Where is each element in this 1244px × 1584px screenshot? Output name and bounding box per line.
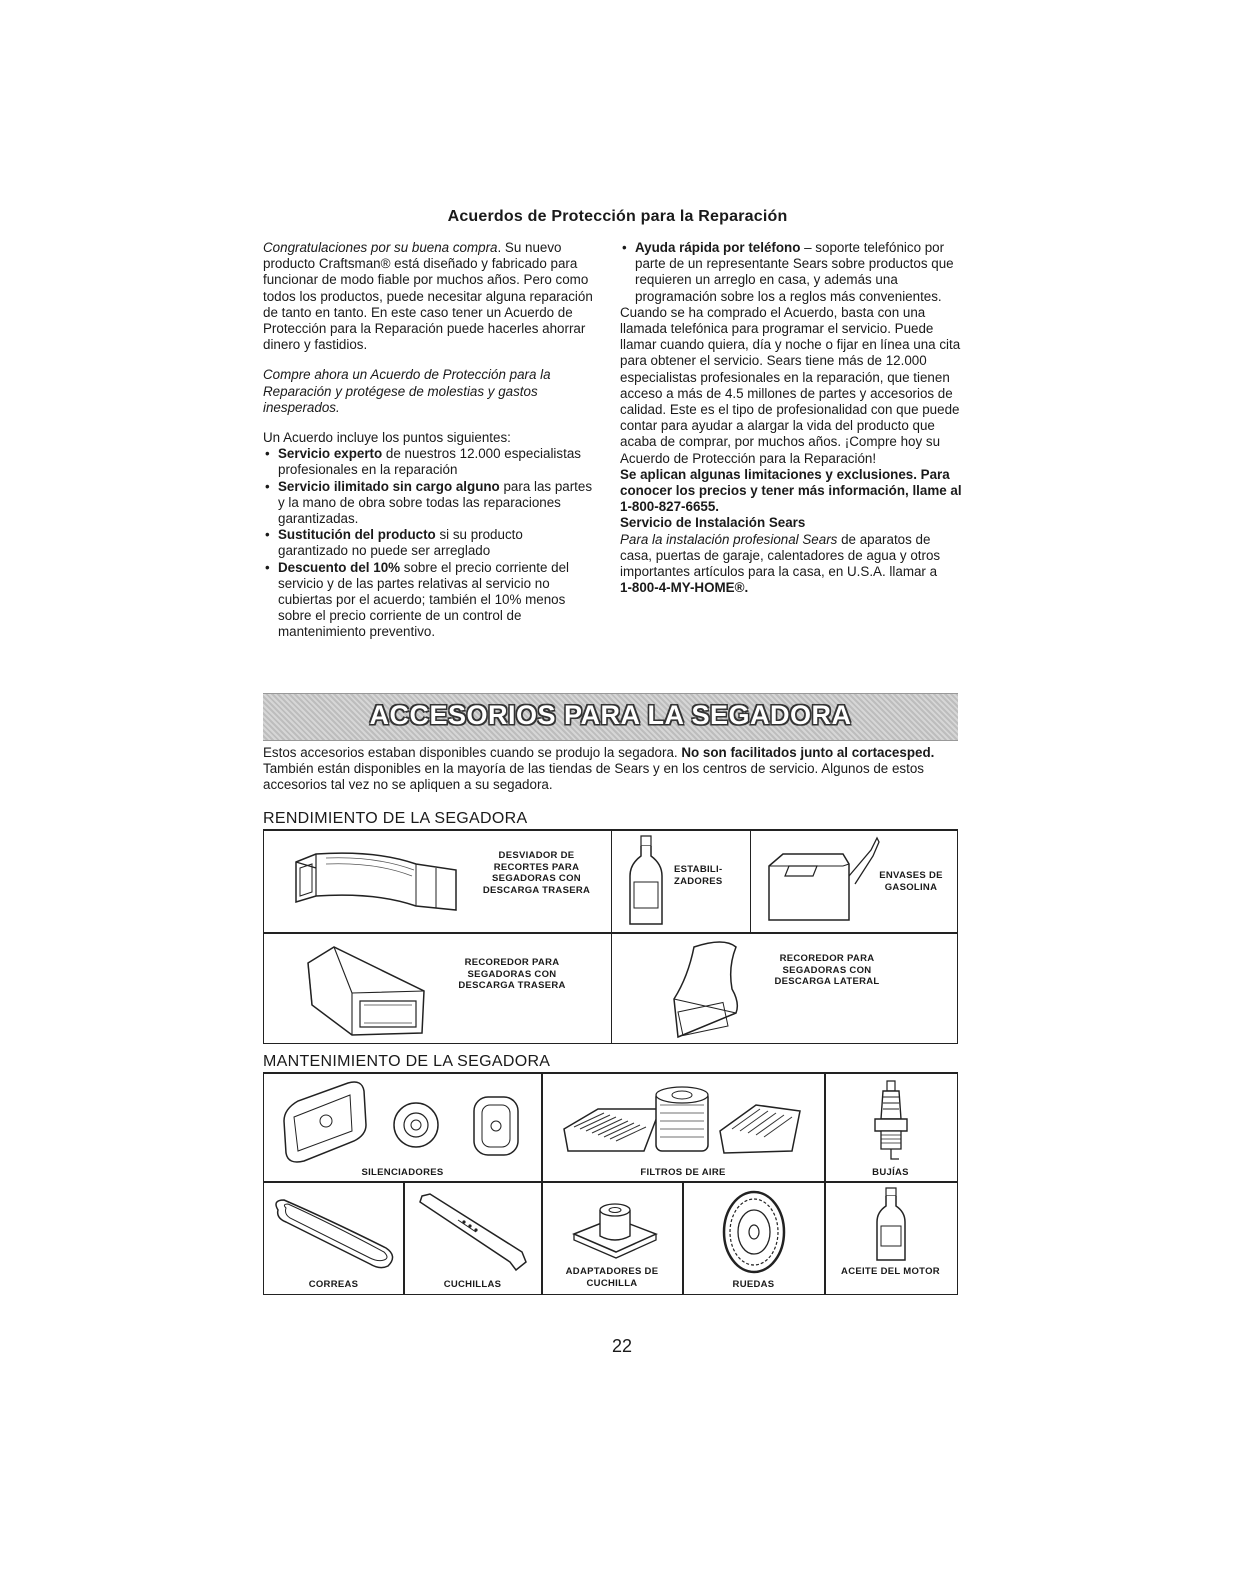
intro-paragraph: Congratulaciones por su buena compra. Su nuevo producto Craftsman® está diseñado y fabricado para funcionar de modo fiable por muchos años. Pero como todos los productos, puede necesitar alguna reparación de tanto en tanto. En este caso tener un Acuerdo de Protección para la Reparación puede hacerles ahorrar dinero y fastidios. xyxy=(263,240,593,353)
benefit-item: • Servicio ilimitado sin cargo alguno para las partes y la mano de obra sobre todas las reparaciones garantizadas. xyxy=(263,479,593,528)
wheel-icon xyxy=(719,1188,789,1276)
engine-oil-label: ACEITE DEL MOTOR xyxy=(841,1266,940,1277)
spark-plug-icon xyxy=(871,1079,911,1165)
rear-bagger-icon xyxy=(304,943,434,1039)
side-bagger-icon xyxy=(664,937,764,1041)
install-title: Servicio de Instalación Sears xyxy=(620,515,806,531)
banner-title: ACCESORIOS PARA LA SEGADORA xyxy=(369,700,852,730)
protection-left-column xyxy=(263,240,593,641)
gas-can-cell xyxy=(750,829,958,934)
belts-cell xyxy=(263,1181,405,1295)
blade-adapters-cell xyxy=(541,1181,684,1295)
air-filters-cell xyxy=(541,1072,826,1183)
blades-label: CUCHILLAS xyxy=(443,1279,502,1290)
oil-bottle-icon xyxy=(873,1186,909,1262)
blades-cell xyxy=(403,1181,543,1295)
deflector-cell xyxy=(263,829,612,934)
rear-bagger-label: RECOREDOR PARA SEGADORAS CON DESCARGA TRASERA xyxy=(458,957,566,991)
benefit-item: • Ayuda rápida por teléfono – soporte telefónico por parte de un representante Sears sobre productos que requieren un arreglo en casa, y además una programación sobre los a reglos más convenientes. xyxy=(620,240,965,305)
spark-plugs-cell xyxy=(824,1072,958,1183)
deflector-icon xyxy=(286,848,464,920)
stabilizer-cell xyxy=(611,829,751,934)
rear-bagger-cell xyxy=(263,932,612,1044)
stabilizer-bottle-icon xyxy=(626,834,666,928)
wheels-cell xyxy=(682,1181,826,1295)
includes-label: Un Acuerdo incluye los puntos siguientes: xyxy=(263,430,511,446)
limitations-paragraph: Se aplican algunas limitaciones y exclusiones. Para conocer los precios y tener más información, llame al 1-800-827-6655. xyxy=(620,466,962,515)
air-filters-label: FILTROS DE AIRE xyxy=(640,1167,726,1178)
mufflers-label: SILENCIADORES xyxy=(361,1167,444,1178)
stabilizer-label: ESTABILI- ZADORES xyxy=(674,864,723,887)
gas-can-label: ENVASES DE GASOLINA xyxy=(879,870,943,893)
maintenance-heading: MANTENIMIENTO DE LA SEGADORA xyxy=(263,1053,551,1070)
benefit-item: • Sustitución del producto si su producto garantizado no puede ser arreglado xyxy=(263,527,593,559)
install-paragraph: Para la instalación profesional Sears de aparatos de casa, puertas de garaje, calentadores de agua y otros importantes artículos para la casa, en U.S.A. llamar a xyxy=(620,531,941,580)
gas-can-icon xyxy=(763,836,883,926)
belts-label: CORREAS xyxy=(308,1279,359,1290)
blade-adapters-label: ADAPTADORES DE CUCHILLA xyxy=(565,1266,659,1289)
deflector-label: DESVIADOR DE RECORTES PARA SEGADORAS CON DESCARGA TRASERA xyxy=(482,850,591,896)
side-bagger-cell xyxy=(611,932,958,1044)
spark-plugs-label: BUJÍAS xyxy=(872,1167,909,1178)
side-bagger-label: RECOREDOR PARA SEGADORAS CON DESCARGA LATERAL xyxy=(774,953,880,987)
benefit-item: • Servicio experto de nuestros 12.000 especialistas profesionales en la reparación xyxy=(263,446,593,478)
engine-oil-cell xyxy=(824,1181,958,1295)
accessories-intro: Estos accesorios estaban disponibles cuando se produjo la segadora. No son facilitados junto al cortacesped. También están disponibles en la mayoría de las tiendas de Sears y en los centros de servicio. Algunos de estos accesorios tal vez no se apliquen a su segadora. xyxy=(263,745,935,792)
purchase-paragraph: Cuando se ha comprado el Acuerdo, basta con una llamada telefónica para programar el servicio. Puede llamar cuando quiera, día y noche o fijar en línea una cita para obtener el servicio. Sears tiene más de 12.000 especialistas profesionales en la reparación, que tienen acceso a más de 4.5 millones de partes y accesorios de calidad. Este es el tipo de profesionalidad con que puede contar para ayudar a alargar la vida del producto que acaba de comprar, por muchos años. ¡Compre hoy su Acuerdo de Protección para la Reparación! xyxy=(620,304,961,466)
page-title: Acuerdos de Protección para la Reparación xyxy=(447,208,788,225)
air-filter-icon xyxy=(560,1081,810,1163)
page-number: 22 xyxy=(611,1336,633,1356)
accessories-banner xyxy=(263,693,958,741)
blade-icon xyxy=(418,1192,530,1276)
install-phone: 1-800-4-MY-HOME®. xyxy=(620,580,749,596)
belt-icon xyxy=(270,1196,400,1272)
benefit-item: • Descuento del 10% sobre el precio corriente del servicio y de las partes relativas al servicio no cubiertas por el acuerdo; también el 10% menos sobre el precio corriente de un control de mantenimiento preventivo. xyxy=(263,560,593,641)
wheels-label: RUEDAS xyxy=(732,1279,775,1290)
mufflers-cell xyxy=(263,1072,543,1183)
offer-paragraph: Compre ahora un Acuerdo de Protección para la Reparación y protégese de molestias y gastos inesperados. xyxy=(263,367,551,415)
performance-heading: RENDIMIENTO DE LA SEGADORA xyxy=(263,810,528,827)
blade-adapter-icon xyxy=(570,1190,660,1262)
protection-right-column xyxy=(620,240,965,596)
muffler-icon xyxy=(278,1081,528,1163)
